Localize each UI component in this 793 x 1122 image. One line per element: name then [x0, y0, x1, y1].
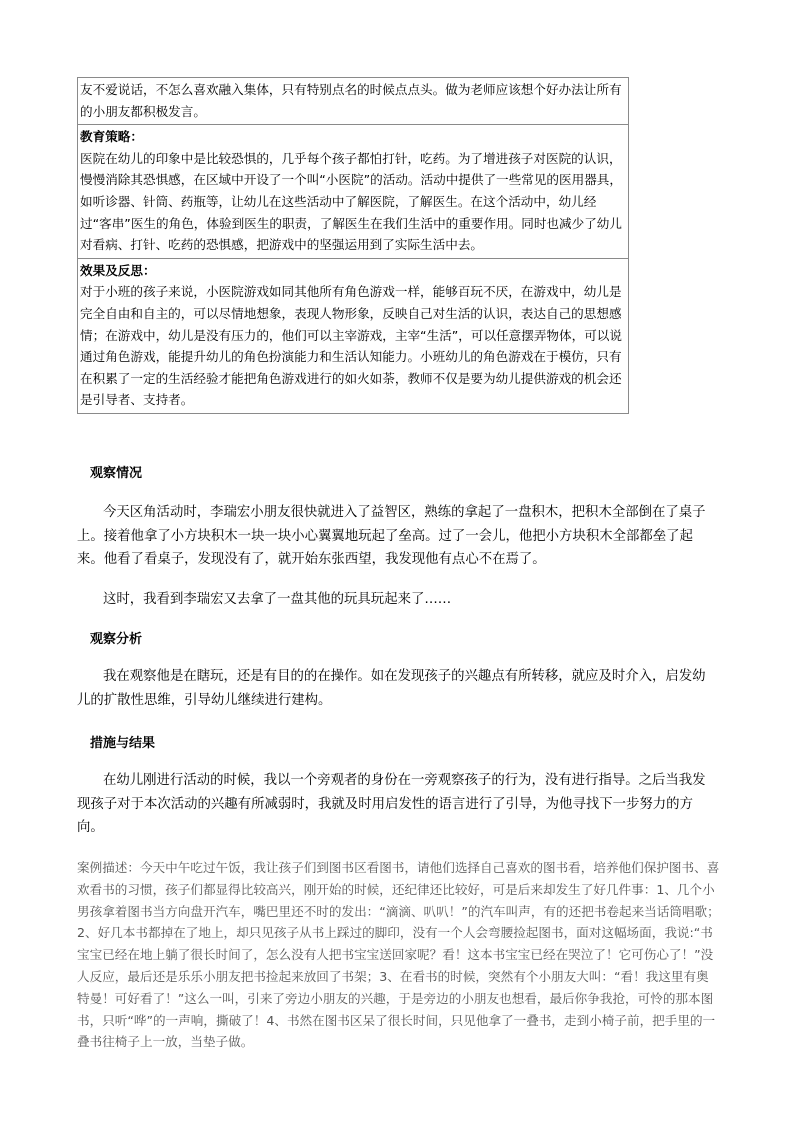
observation-paragraph-2: 这时，我看到李瑞宏又去拿了一盘其他的玩具玩起来了……	[103, 591, 452, 607]
measures-paragraph: 在幼儿刚进行活动的时候，我以一个旁观者的身份在一旁观察孩子的行为，没有进行指导。之后当我发现孩子对于本次活动的兴趣有所减弱时，我就及时用启发性的语言进行了引导，为他寻找下一步努力的方向。	[77, 773, 706, 835]
table-row	[78, 258, 629, 413]
case-description: 案例描述：今天中午吃过午饭，我让孩子们到图书区看图书，请他们选择自己喜欢的图书看，培养他们保护图书、喜欢看书的习惯，孩子们都显得比较高兴，刚开始的时候，还纪律还比较好，可是后来却发生了好几件事：1、几个小男孩拿着图书当方向盘开汽车，嘴巴里还不时的发出：“滴滴、叭叭！”的汽车叫声，有的还把书卷起来当话筒唱歌；2、好几本书都掉在了地上，却只见孩子从书上踩过的脚印，没有一个人会弯腰捡起图书，面对这幅场面，我说:“书宝宝已经在地上躺了很长时间了，怎么没有人把书宝宝送回家呢？看！这本书宝宝已经在哭泣了！它可伤心了！”没人反应，最后还是乐乐小朋友把书捡起来放回了书架；3、在看书的时候，突然有个小朋友大叫：“看！我这里有奥特曼！可好看了！”这么一叫，引来了旁边小朋友的兴趣，于是旁边的小朋友也想看，最后你争我抢，可怜的那本图书，只听“哗”的一声响，撕破了！4、书然在图书区呆了很长时间，只见他拿了一叠书，走到小椅子前，把手里的一叠书往椅子上一放，当垫子做。	[77, 860, 720, 1050]
continued-text: 友不爱说话，不怎么喜欢融入集体，只有特别点名的时候点点头。做为老师应该想个好办法让所有的小朋友都积极发言。	[80, 82, 622, 119]
analysis-heading: 观察分析	[90, 632, 143, 647]
measures-heading: 措施与结果	[90, 736, 156, 751]
table-cell	[78, 258, 629, 413]
observation-section	[77, 464, 717, 611]
table-cell	[78, 78, 629, 125]
table-row	[78, 78, 629, 125]
strategy-text: 医院在幼儿的印象中是比较恐惧的，几乎每个孩子都怕打针，吃药。为了增进孩子对医院的认识，慢慢消除其恐惧感，在区域中开设了一个叫“小医院”的活动。活动中提供了一些常见的医用器具，如听诊器、针筒、药瓶等，让幼儿在这些活动中了解医院，了解医生。在这个活动中，幼儿经过“客串”医生的角色，体验到医生的职责，了解医生在我们生活中的重要作用。同时也减少了幼儿对看病、打针、吃药的恐惧感，把游戏中的坚强运用到了实际生活中去。	[80, 150, 622, 253]
measures-section	[77, 734, 717, 840]
observation-paragraph: 今天区角活动时，李瑞宏小朋友很快就进入了益智区，熟练的拿起了一盘积木，把积木全部倒在了桌子上。接着他拿了小方块积木一块一块小心翼翼地玩起了垒高。过了一会儿，他把小方块积木全部都垒了起来。他看了看桌子，发现没有了，就开始东张西望，我发现他有点心不在焉了。	[77, 505, 706, 567]
reflection-heading: 效果及反思：	[80, 262, 156, 278]
table-row	[78, 125, 629, 259]
strategy-heading: 教育策略：	[80, 129, 143, 145]
table-cell	[78, 125, 629, 259]
analysis-section	[77, 630, 717, 712]
strategy-table	[77, 77, 629, 414]
reflection-text: 对于小班的孩子来说，小医院游戏如同其他所有角色游戏一样，能够百玩不厌，在游戏中，幼儿是完全自由和自主的，可以尽情地想象，表现人物形象，反映自己对生活的认识，表达自己的思想感情；在游戏中，幼儿是没有压力的，他们可以主宰游戏，主宰“生活”，可以任意摆弄物体，可以说通过角色游戏，能提升幼儿的角色扮演能力和生活认知能力。小班幼儿的角色游戏在于模仿，只有在积累了一定的生活经验才能把角色游戏进行的如火如荼，教师不仅是要为幼儿提供游戏的机会还是引导者、支持者。	[80, 284, 622, 408]
observation-heading: 观察情况	[90, 466, 143, 481]
analysis-paragraph: 我在观察他是在瞎玩，还是有目的的在操作。如在发现孩子的兴趣点有所转移，就应及时介入，启发幼儿的扩散性思维，引导幼儿继续进行建构。	[77, 669, 706, 708]
